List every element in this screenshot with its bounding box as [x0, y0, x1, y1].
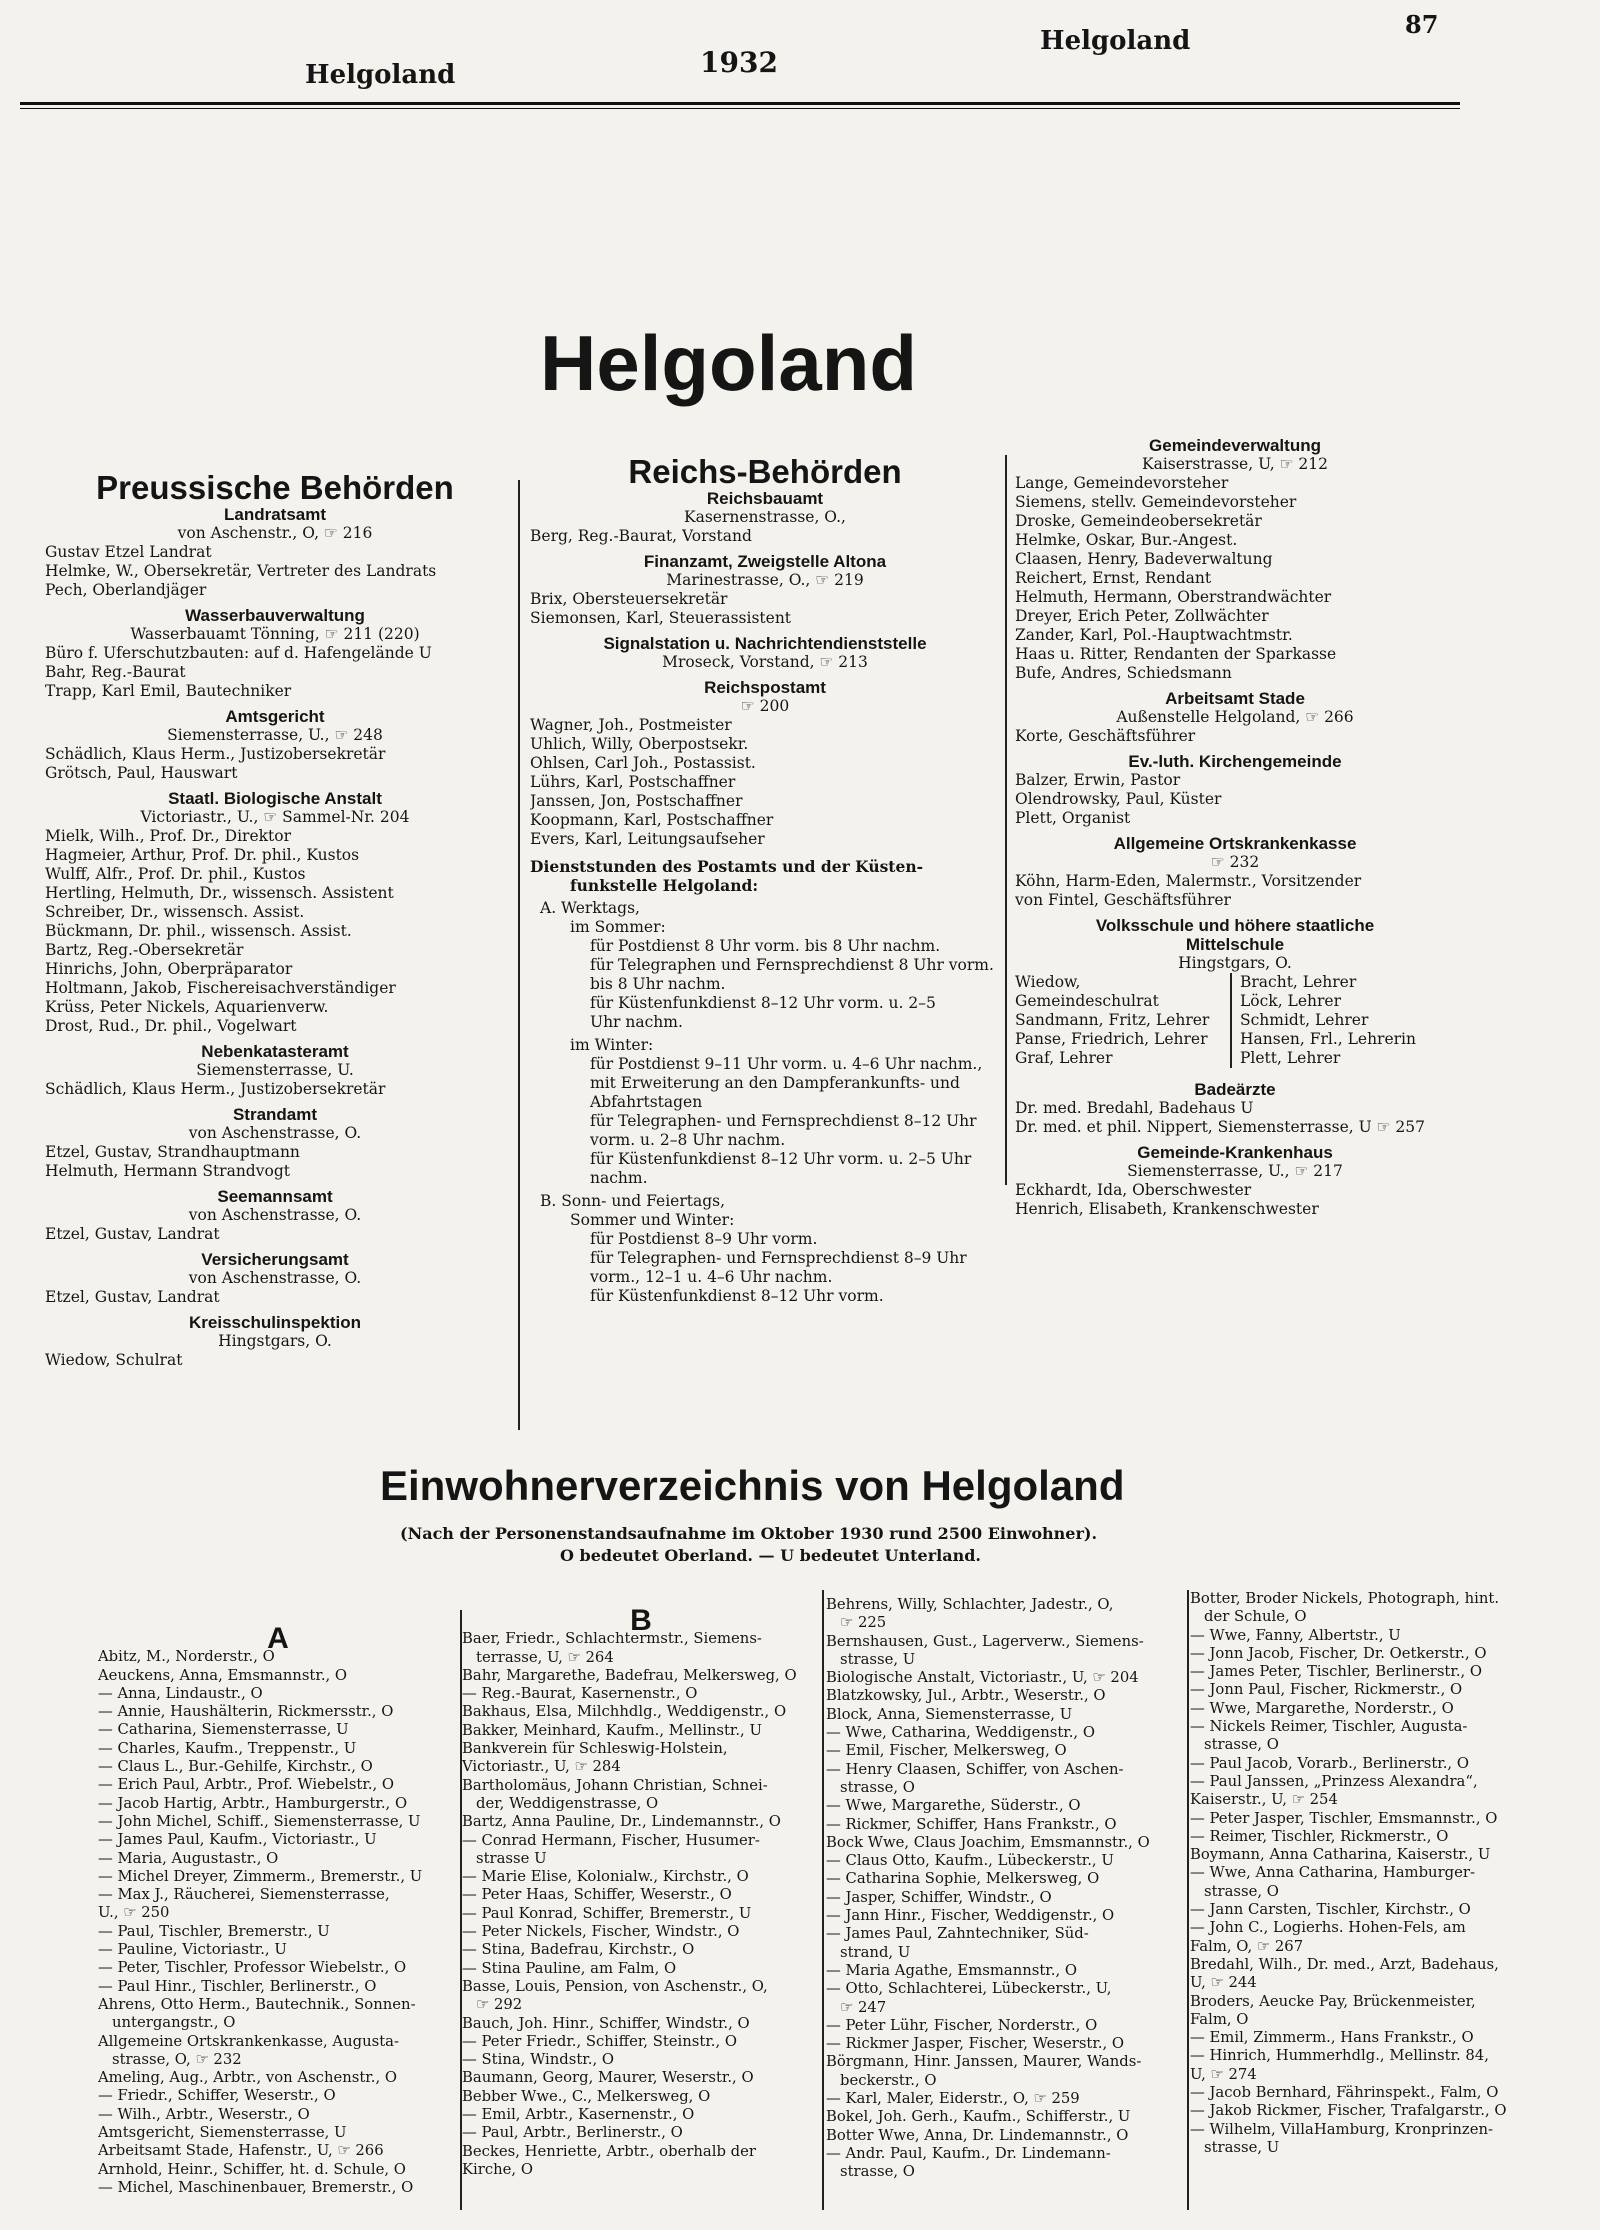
- hours-line: vorm. u. 2–8 Uhr nachm.: [590, 1131, 786, 1149]
- directory-entry: — Jacob Bernhard, Fährinspekt., Falm, O: [1190, 2084, 1499, 2102]
- column-divider: [822, 1590, 824, 2210]
- directory-entry: strasse U: [476, 1849, 547, 1867]
- directory-column-c: [826, 1596, 1184, 2182]
- directory-entry: U, ☞ 244: [1190, 1974, 1257, 1992]
- directory-legend: O bedeutet Oberland. — U bedeutet Unterland.: [560, 1546, 981, 1565]
- staff-entry: Bufe, Andres, Schiedsmann: [1015, 664, 1232, 682]
- column-heading: Reichs-Behörden: [628, 453, 902, 490]
- section-address: von Aschenstrasse, O.: [188, 1124, 362, 1142]
- directory-entry: Falm, O: [1190, 2010, 1249, 2028]
- hours-line: mit Erweiterung an den Dampferankunfts- und: [590, 1074, 960, 1092]
- column-heading: Preussische Behörden: [96, 469, 454, 506]
- section-address: Siemensterrasse, U., ☞ 248: [167, 726, 383, 744]
- staff-entry: Uhlich, Willy, Oberpostsekr.: [530, 735, 749, 753]
- staff-entry: Bartz, Reg.-Obersekretär: [45, 941, 244, 959]
- staff-entry: Helmuth, Hermann, Oberstrandwächter: [1015, 588, 1332, 606]
- directory-entry: — Peter, Tischler, Professor Wiebelstr., O: [98, 1959, 407, 1977]
- section-address: Kaiserstrasse, U, ☞ 212: [1142, 455, 1328, 473]
- section-title: Amtsgericht: [225, 707, 325, 726]
- directory-entry: — Emil, Fischer, Melkersweg, O: [826, 1742, 1067, 1760]
- post-hours: [530, 857, 1000, 1306]
- hours-line: für Telegraphen- und Fernsprechdienst 8–12 Uhr: [590, 1112, 977, 1130]
- staff-entry: Gemeindeschulrat: [1015, 992, 1159, 1010]
- directory-entry: Börgmann, Hinr. Janssen, Maurer, Wands-: [826, 2053, 1142, 2071]
- section-title: Ev.-luth. Kirchengemeinde: [1128, 752, 1342, 771]
- directory-column-a: [98, 1622, 458, 2197]
- directory-entry: — Paul Konrad, Schiffer, Bremerstr., U: [462, 1904, 752, 1922]
- directory-entry: — Wilh., Arbtr., Weserstr., O: [98, 2105, 310, 2123]
- directory-entry: Arnhold, Heinr., Schiffer, ht. d. Schule, O: [98, 2160, 406, 2178]
- directory-entry: — Wilhelm, VillaHamburg, Kronprinzen-: [1190, 2120, 1493, 2138]
- directory-entry: der Schule, O: [1204, 1608, 1307, 1626]
- header-right: Helgoland: [1040, 26, 1191, 56]
- staff-entry: Pech, Oberlandjäger: [45, 581, 207, 599]
- directory-entry: — Jacob Hartig, Arbtr., Hamburgerstr., O: [98, 1794, 408, 1812]
- section-address: ☞ 232: [1210, 853, 1260, 871]
- section-title: Finanzamt, Zweigstelle Altona: [643, 552, 887, 571]
- section-address: Siemensterrasse, U., ☞ 217: [1127, 1162, 1343, 1180]
- staff-entry: Etzel, Gustav, Strandhauptmann: [45, 1143, 300, 1161]
- directory-entry: — Paul Hinr., Tischler, Berlinerstr., O: [98, 1977, 377, 1995]
- section-title: Versicherungsamt: [201, 1250, 349, 1269]
- directory-entry: — Peter Jasper, Tischler, Emsmannstr., O: [1190, 1809, 1498, 1827]
- staff-entry: Brix, Obersteuersekretär: [530, 590, 728, 608]
- section-title: Badeärzte: [1194, 1080, 1276, 1099]
- directory-entry: — Peter Haas, Schiffer, Weserstr., O: [462, 1886, 732, 1904]
- directory-entry: beckerstr., O: [840, 2071, 937, 2089]
- hours-title: Dienststunden des Postamts und der Küsten-: [530, 857, 924, 876]
- hours-line: Uhr nachm.: [590, 1013, 683, 1031]
- directory-entry: der, Weddigenstrasse, O: [476, 1794, 659, 1812]
- staff-entry: Schmidt, Lehrer: [1240, 1011, 1369, 1029]
- directory-entry: Boymann, Anna Catharina, Kaiserstr., U: [1190, 1846, 1491, 1864]
- directory-entry: — Henry Claasen, Schiffer, von Aschen-: [826, 1760, 1124, 1778]
- gemeinde-column: [1015, 430, 1455, 1219]
- staff-entry: Siemonsen, Karl, Steuerassistent: [530, 609, 792, 627]
- hours-line: für Küstenfunkdienst 8–12 Uhr vorm. u. 2–5: [590, 994, 936, 1012]
- page-number: 87: [1405, 10, 1439, 39]
- staff-entry: Sandmann, Fritz, Lehrer: [1015, 1011, 1210, 1029]
- directory-entry: — Conrad Hermann, Fischer, Husumer-: [462, 1831, 760, 1849]
- directory-entry: — Andr. Paul, Kaufm., Dr. Lindemann-: [826, 2144, 1111, 2162]
- directory-entry: strasse, U: [1204, 2138, 1280, 2156]
- directory-entry: Abitz, M., Norderstr., O: [98, 1648, 275, 1666]
- staff-entry: Panse, Friedrich, Lehrer: [1015, 1030, 1208, 1048]
- directory-entry: Amtsgericht, Siemensterrasse, U: [98, 2124, 347, 2142]
- directory-column-b: [462, 1604, 820, 2179]
- staff-entry: Dreyer, Erich Peter, Zollwächter: [1015, 607, 1269, 625]
- staff-entry: Schreiber, Dr., wissensch. Assist.: [45, 903, 305, 921]
- directory-entry: Ameling, Aug., Arbtr., von Aschenstr., O: [98, 2069, 397, 2087]
- section-title: Strandamt: [232, 1105, 318, 1124]
- directory-entry: — Paul, Tischler, Bremerstr., U: [98, 1922, 330, 1940]
- section-address: von Aschenstrasse, O.: [188, 1269, 362, 1287]
- hours-line: für Postdienst 9–11 Uhr vorm. u. 4–6 Uhr nachm.,: [590, 1055, 983, 1073]
- directory-entry: Blatzkowsky, Jul., Arbtr., Weserstr., O: [826, 1687, 1106, 1705]
- directory-entry: — Jasper, Schiffer, Windstr., O: [826, 1888, 1052, 1906]
- directory-entry: Behrens, Willy, Schlachter, Jadestr., O,: [826, 1596, 1114, 1613]
- directory-entry: Bebber Wwe., C., Melkersweg, O: [462, 2087, 711, 2105]
- directory-entry: — John C., Logierhs. Hohen-Fels, am: [1190, 1919, 1466, 1937]
- staff-entry: Lange, Gemeindevorsteher: [1015, 474, 1229, 492]
- directory-entry: — Charles, Kaufm., Treppenstr., U: [98, 1739, 357, 1757]
- directory-entry: Bauch, Joh. Hinr., Schiffer, Windstr., O: [462, 2014, 750, 2032]
- directory-entry: Block, Anna, Siemensterrasse, U: [826, 1705, 1073, 1723]
- staff-entry: Siemens, stellv. Gemeindevorsteher: [1015, 493, 1297, 511]
- staff-entry: Hinrichs, John, Oberpräparator: [45, 960, 293, 978]
- directory-entry: Bahr, Margarethe, Badefrau, Melkersweg, O: [462, 1666, 797, 1684]
- directory-entry: untergangstr., O: [112, 2014, 236, 2032]
- section-address: Mroseck, Vorstand, ☞ 213: [662, 653, 868, 671]
- header-rule-thin: [20, 108, 1460, 109]
- staff-entry: Bracht, Lehrer: [1240, 973, 1357, 991]
- letter-heading: A: [267, 1622, 289, 1655]
- column-divider: [1187, 1590, 1189, 2210]
- directory-entry: — Peter Lühr, Fischer, Norderstr., O: [826, 2016, 1098, 2034]
- hours-line: bis 8 Uhr nachm.: [590, 975, 726, 993]
- section-title: Wasserbauverwaltung: [185, 606, 365, 625]
- section-address: Hingstgars, O.: [218, 1332, 332, 1350]
- directory-entry: Botter, Broder Nickels, Photograph, hint.: [1190, 1590, 1500, 1607]
- directory-entry: — Paul Janssen, „Prinzess Alexandra“,: [1190, 1772, 1478, 1790]
- directory-entry: Arbeitsamt Stade, Hafenstr., U, ☞ 266: [98, 2142, 384, 2160]
- staff-entry: Plett, Organist: [1015, 809, 1131, 827]
- directory-entry: ☞ 247: [840, 1998, 887, 2016]
- hours-season: im Sommer:: [570, 918, 666, 936]
- directory-entry: — Claus Otto, Kaufm., Lübeckerstr., U: [826, 1852, 1114, 1870]
- directory-entry: — Wwe, Anna Catharina, Hamburger-: [1190, 1864, 1475, 1882]
- hours-line: für Telegraphen und Fernsprechdienst 8 Uhr vorm.: [590, 956, 994, 974]
- section-address: Siemensterrasse, U.: [196, 1061, 354, 1079]
- directory-entry: strasse, O: [1204, 1882, 1279, 1900]
- directory-entry: terrasse, U, ☞ 264: [476, 1648, 614, 1666]
- directory-entry: — Pauline, Victoriastr., U: [98, 1941, 287, 1959]
- preussische-behoerden-column: [45, 469, 505, 1370]
- staff-entry: Claasen, Henry, Badeverwaltung: [1015, 550, 1273, 568]
- directory-entry: Baumann, Georg, Maurer, Weserstr., O: [462, 2069, 754, 2087]
- directory-title: Einwohnerverzeichnis von Helgoland: [380, 1462, 1125, 1509]
- hours-line: vorm., 12–1 u. 4–6 Uhr nachm.: [590, 1268, 833, 1286]
- staff-entry: Ohlsen, Carl Joh., Postassist.: [530, 754, 756, 772]
- section-address: ☞ 200: [740, 697, 790, 715]
- directory-entry: strasse, O: [840, 2163, 915, 2181]
- directory-entry: Bakker, Meinhard, Kaufm., Mellinstr., U: [462, 1721, 762, 1739]
- directory-entry: strasse, U: [840, 1650, 916, 1668]
- section-title: Arbeitsamt Stade: [1165, 689, 1305, 708]
- staff-entry: Balzer, Erwin, Pastor: [1015, 771, 1181, 789]
- directory-entry: — Wwe, Margarethe, Norderstr., O: [1190, 1699, 1454, 1717]
- hours-line: nachm.: [590, 1169, 648, 1187]
- staff-entry: Eckhardt, Ida, Oberschwester: [1015, 1181, 1252, 1199]
- section-address: von Aschenstr., O, ☞ 216: [177, 524, 373, 542]
- section-title: Kreisschulinspektion: [189, 1313, 361, 1332]
- directory-entry: — Stina Pauline, am Falm, O: [462, 1959, 677, 1977]
- section-title: Seemannsamt: [217, 1187, 333, 1206]
- staff-entry: Dr. med. Bredahl, Badehaus U: [1015, 1099, 1254, 1117]
- directory-entry: — Stina, Windstr., O: [462, 2051, 614, 2069]
- staff-entry: Hertling, Helmuth, Dr., wissensch. Assistent: [45, 884, 394, 902]
- directory-entry: Bartz, Anna Pauline, Dr., Lindemannstr., O: [462, 1813, 781, 1831]
- directory-entry: — Jann Carsten, Tischler, Kirchstr., O: [1190, 1901, 1471, 1919]
- hours-line: für Küstenfunkdienst 8–12 Uhr vorm.: [590, 1287, 884, 1305]
- directory-entry: — James Paul, Kaufm., Victoriastr., U: [98, 1831, 377, 1849]
- staff-entry: Krüss, Peter Nickels, Aquarienverw.: [45, 998, 329, 1016]
- staff-entry: Wagner, Joh., Postmeister: [530, 716, 732, 734]
- section-title: Landratsamt: [223, 505, 327, 524]
- staff-entry: Bahr, Reg.-Baurat: [45, 663, 186, 681]
- directory-entry: — Wwe, Fanny, Albertstr., U: [1190, 1626, 1401, 1644]
- staff-entry: Korte, Geschäftsführer: [1015, 727, 1196, 745]
- directory-entry: Ahrens, Otto Herm., Bautechnik., Sonnen-: [98, 1995, 416, 2013]
- directory-entry: strasse, O: [840, 1778, 915, 1796]
- header-year: 1932: [700, 46, 778, 79]
- column-divider: [1005, 455, 1007, 1185]
- staff-entry: Helmke, Oskar, Bur.-Angest.: [1015, 531, 1238, 549]
- staff-entry: Berg, Reg.-Baurat, Vorstand: [530, 527, 752, 545]
- directory-entry: ☞ 292: [476, 1996, 523, 2014]
- directory-entry: — James Paul, Zahntechniker, Süd-: [826, 1925, 1089, 1943]
- directory-entry: — Michel, Maschinenbauer, Bremerstr., O: [98, 2178, 414, 2196]
- staff-entry: Löck, Lehrer: [1240, 992, 1341, 1010]
- staff-entry: Plett, Lehrer: [1240, 1049, 1341, 1067]
- staff-entry: Janssen, Jon, Postschaffner: [530, 792, 743, 810]
- section-address: Wasserbauamt Tönning, ☞ 211 (220): [130, 625, 420, 643]
- staff-entry: Hagmeier, Arthur, Prof. Dr. phil., Kustos: [45, 846, 360, 864]
- directory-entry: Victoriastr., U, ☞ 284: [462, 1758, 621, 1776]
- staff-entry: Schädlich, Klaus Herm., Justizobersekretär: [45, 745, 386, 763]
- directory-entry: ☞ 225: [840, 1614, 887, 1632]
- hours-title: funkstelle Helgoland:: [570, 876, 759, 895]
- section-title: Mittelschule: [1185, 935, 1285, 954]
- directory-entry: Biologische Anstalt, Victoriastr., U, ☞ 204: [826, 1669, 1139, 1687]
- directory-entry: Falm, O, ☞ 267: [1190, 1937, 1304, 1955]
- staff-entry: Trapp, Karl Emil, Bautechniker: [45, 682, 292, 700]
- directory-entry: Kaiserstr., U, ☞ 254: [1190, 1791, 1338, 1809]
- directory-entry: — Peter Nickels, Fischer, Windstr., O: [462, 1923, 740, 1941]
- directory-entry: — Marie Elise, Kolonialw., Kirchstr., O: [462, 1868, 749, 1886]
- directory-entry: — Jann Hinr., Fischer, Weddigenstr., O: [826, 1907, 1115, 1925]
- section-title: Allgemeine Ortskrankenkasse: [1113, 834, 1357, 853]
- staff-entry: Holtmann, Jakob, Fischereisachverständiger: [45, 979, 396, 997]
- hours-line: für Küstenfunkdienst 8–12 Uhr vorm. u. 2–5 Uhr: [590, 1150, 972, 1168]
- section-address: Victoriastr., U., ☞ Sammel-Nr. 204: [140, 808, 410, 826]
- directory-entry: Bredahl, Wilh., Dr. med., Arzt, Badehaus,: [1190, 1955, 1499, 1973]
- directory-entry: — Jonn Paul, Fischer, Rickmerstr., O: [1190, 1681, 1463, 1699]
- section-title: Reichsbauamt: [706, 489, 824, 508]
- section-address: Außenstelle Helgoland, ☞ 266: [1116, 708, 1354, 726]
- staff-entry: Evers, Karl, Leitungsaufseher: [530, 830, 765, 848]
- directory-entry: — Michel Dreyer, Zimmerm., Bremerstr., U: [98, 1867, 423, 1885]
- staff-entry: Dr. med. et phil. Nippert, Siemensterrasse, U ☞ 257: [1015, 1118, 1426, 1136]
- directory-entry: — Catharina, Siemensterrasse, U: [98, 1721, 349, 1739]
- staff-entry: Olendrowsky, Paul, Küster: [1015, 790, 1222, 808]
- hours-line: für Postdienst 8 Uhr vorm. bis 8 Uhr nachm.: [590, 937, 941, 955]
- section-title: Reichspostamt: [704, 678, 826, 697]
- staff-entry: Helmke, W., Obersekretär, Vertreter des Landrats: [45, 562, 437, 580]
- hours-section: B. Sonn- und Feiertags,: [540, 1192, 726, 1210]
- directory-entry: — Jakob Rickmer, Fischer, Trafalgarstr., O: [1190, 2102, 1507, 2120]
- directory-entry: Beckes, Henriette, Arbtr., oberhalb der: [462, 2142, 756, 2160]
- page-title: Helgoland: [540, 319, 918, 407]
- directory-entry: — Friedr., Schiffer, Weserstr., O: [98, 2087, 336, 2105]
- staff-entry: Mielk, Wilh., Prof. Dr., Direktor: [45, 827, 291, 845]
- directory-entry: — Nickels Reimer, Tischler, Augusta-: [1190, 1718, 1468, 1736]
- hours-season: Sommer und Winter:: [570, 1211, 735, 1229]
- directory-entry: — Karl, Maler, Eiderstr., O, ☞ 259: [826, 2090, 1080, 2108]
- staff-entry: Koopmann, Karl, Postschaffner: [530, 811, 774, 829]
- directory-entry: — Emil, Arbtr., Kasernenstr., O: [462, 2106, 695, 2124]
- directory-entry: Baer, Friedr., Schlachtermstr., Siemens-: [462, 1630, 762, 1648]
- header-left: Helgoland: [305, 60, 456, 90]
- directory-entry: — Hinrich, Hummerhdlg., Mellinstr. 84,: [1190, 2047, 1489, 2065]
- staff-entry: Schädlich, Klaus Herm., Justizobersekretär: [45, 1080, 386, 1098]
- directory-entry: — Maria, Augustastr., O: [98, 1849, 279, 1867]
- staff-entry: Etzel, Gustav, Landrat: [45, 1225, 220, 1243]
- directory-entry: — Emil, Zimmerm., Hans Frankstr., O: [1190, 2029, 1474, 2047]
- directory-entry: — Maria Agathe, Emsmannstr., O: [826, 1961, 1077, 1979]
- directory-column-d: [1190, 1590, 1585, 2157]
- header-rule: [20, 102, 1460, 105]
- staff-entry: Graf, Lehrer: [1015, 1049, 1113, 1067]
- directory-entry: — Paul Jacob, Vorarb., Berlinerstr., O: [1190, 1754, 1469, 1772]
- staff-entry: Drost, Rud., Dr. phil., Vogelwart: [45, 1017, 297, 1035]
- directory-entry: — Paul, Arbtr., Berlinerstr., O: [462, 2124, 683, 2142]
- directory-entry: — Annie, Haushälterin, Rickmersstr., O: [98, 1703, 394, 1721]
- directory-entry: — Rickmer Jasper, Fischer, Weserstr., O: [826, 2035, 1125, 2053]
- section-title: Signalstation u. Nachrichtendienststelle: [603, 634, 927, 653]
- directory-entry: — Claus L., Bur.-Gehilfe, Kirchstr., O: [98, 1758, 373, 1776]
- directory-entry: Basse, Louis, Pension, von Aschenstr., O,: [462, 1977, 768, 1995]
- directory-entry: Bock Wwe, Claus Joachim, Emsmannstr., O: [826, 1833, 1150, 1851]
- section-title: Gemeindeverwaltung: [1149, 436, 1321, 455]
- directory-entry: Allgemeine Ortskrankenkasse, Augusta-: [98, 2032, 399, 2050]
- hours-section: A. Werktags,: [540, 899, 640, 917]
- staff-entry: von Fintel, Geschäftsführer: [1015, 891, 1231, 909]
- directory-entry: U, ☞ 274: [1190, 2065, 1257, 2083]
- directory-entry: strasse, O, ☞ 232: [112, 2050, 242, 2068]
- hours-line: für Telegraphen- und Fernsprechdienst 8–9 Uhr: [590, 1249, 967, 1267]
- section-address: Kasernenstrasse, O.,: [684, 508, 846, 526]
- directory-entry: Bakhaus, Elsa, Milchhdlg., Weddigenstr., O: [462, 1703, 787, 1721]
- directory-entry: — Peter Friedr., Schiffer, Steinstr., O: [462, 2032, 738, 2050]
- directory-entry: — Erich Paul, Arbtr., Prof. Wiebelstr., O: [98, 1776, 395, 1794]
- staff-entry: Henrich, Elisabeth, Krankenschwester: [1015, 1200, 1319, 1218]
- directory-entry: — Reg.-Baurat, Kasernenstr., O: [462, 1685, 698, 1703]
- directory-entry: — Anna, Lindaustr., O: [98, 1684, 263, 1702]
- staff-entry: Haas u. Ritter, Rendanten der Sparkasse: [1015, 645, 1337, 663]
- directory-entry: — Catharina Sophie, Melkersweg, O: [826, 1870, 1100, 1888]
- directory-entry: Bokel, Joh. Gerh., Kaufm., Schifferstr., U: [826, 2108, 1131, 2126]
- staff-entry: Köhn, Harm-Eden, Malermstr., Vorsitzender: [1015, 872, 1362, 890]
- directory-entry: strasse, O: [1204, 1736, 1279, 1754]
- directory-entry: U., ☞ 250: [98, 1904, 170, 1922]
- directory-entry: Bernshausen, Gust., Lagerverw., Siemens-: [826, 1632, 1144, 1650]
- staff-entry: Grötsch, Paul, Hauswart: [45, 764, 238, 782]
- staff-entry: Etzel, Gustav, Landrat: [45, 1288, 220, 1306]
- directory-entry: — James Peter, Tischler, Berlinerstr., O: [1190, 1663, 1483, 1681]
- staff-entry: Gustav Etzel Landrat: [45, 543, 212, 561]
- directory-entry: Aeuckens, Anna, Emsmannstr., O: [98, 1666, 348, 1684]
- column-divider: [518, 480, 520, 1430]
- directory-entry: — Wwe, Catharina, Weddigenstr., O: [826, 1724, 1095, 1742]
- directory-entry: — Wwe, Margarethe, Süderstr., O: [826, 1797, 1081, 1815]
- directory-entry: Bartholomäus, Johann Christian, Schnei-: [462, 1776, 768, 1794]
- staff-entry: Wulff, Alfr., Prof. Dr. phil., Kustos: [45, 865, 306, 883]
- section-address: Hingstgars, O.: [1178, 954, 1292, 972]
- staff-entry: Zander, Karl, Pol.-Hauptwachtmstr.: [1015, 626, 1293, 644]
- staff-entry: Büro f. Uferschutzbauten: auf d. Hafengelände U: [45, 644, 432, 662]
- section-title: Gemeinde-Krankenhaus: [1137, 1143, 1333, 1162]
- directory-note: (Nach der Personenstandsaufnahme im Oktober 1930 rund 2500 Einwohner).: [400, 1524, 1098, 1543]
- directory-entry: Broders, Aeucke Pay, Brückenmeister,: [1190, 1992, 1476, 2010]
- hours-season: im Winter:: [570, 1036, 654, 1054]
- hours-line: Abfahrtstagen: [590, 1093, 703, 1111]
- staff-entry: Helmuth, Hermann Strandvogt: [45, 1162, 290, 1180]
- directory-entry: strand, U: [840, 1943, 911, 1961]
- staff-entry: Lührs, Karl, Postschaffner: [530, 773, 736, 791]
- directory-entry: — John Michel, Schiff., Siemensterrasse, U: [98, 1812, 421, 1830]
- directory-entry: — Reimer, Tischler, Rickmerstr., O: [1190, 1827, 1449, 1845]
- letter-heading: B: [630, 1604, 652, 1637]
- section-title: Staatl. Biologische Anstalt: [168, 789, 382, 808]
- directory-entry: — Rickmer, Schiffer, Hans Frankstr., O: [826, 1815, 1117, 1833]
- staff-entry: Wiedow, Schulrat: [45, 1351, 183, 1369]
- staff-entry: Bückmann, Dr. phil., wissensch. Assist.: [45, 922, 352, 940]
- section-title: Volksschule und höhere staatliche: [1095, 916, 1375, 935]
- staff-entry: Wiedow,: [1015, 973, 1081, 991]
- section-address: von Aschenstrasse, O.: [188, 1206, 362, 1224]
- hours-line: für Postdienst 8–9 Uhr vorm.: [590, 1230, 818, 1248]
- directory-entry: Bankverein für Schleswig-Holstein,: [462, 1740, 728, 1758]
- directory-entry: — Max J., Räucherei, Siemensterrasse,: [98, 1886, 390, 1904]
- directory-entry: Kirche, O: [462, 2160, 533, 2178]
- reichs-behoerden-column: [530, 453, 1000, 1306]
- staff-entry: Hansen, Frl., Lehrerin: [1240, 1030, 1416, 1048]
- section-address: Marinestrasse, O., ☞ 219: [666, 571, 864, 589]
- staff-entry: Reichert, Ernst, Rendant: [1015, 569, 1212, 587]
- directory-entry: — Stina, Badefrau, Kirchstr., O: [462, 1941, 695, 1959]
- directory-entry: — Otto, Schlachterei, Lübeckerstr., U,: [826, 1980, 1112, 1998]
- staff-entry: Droske, Gemeindeobersekretär: [1015, 512, 1262, 530]
- directory-entry: — Jonn Jacob, Fischer, Dr. Oetkerstr., O: [1190, 1644, 1487, 1662]
- directory-entry: Botter Wwe, Anna, Dr. Lindemannstr., O: [826, 2126, 1129, 2144]
- section-title: Nebenkatasteramt: [201, 1042, 349, 1061]
